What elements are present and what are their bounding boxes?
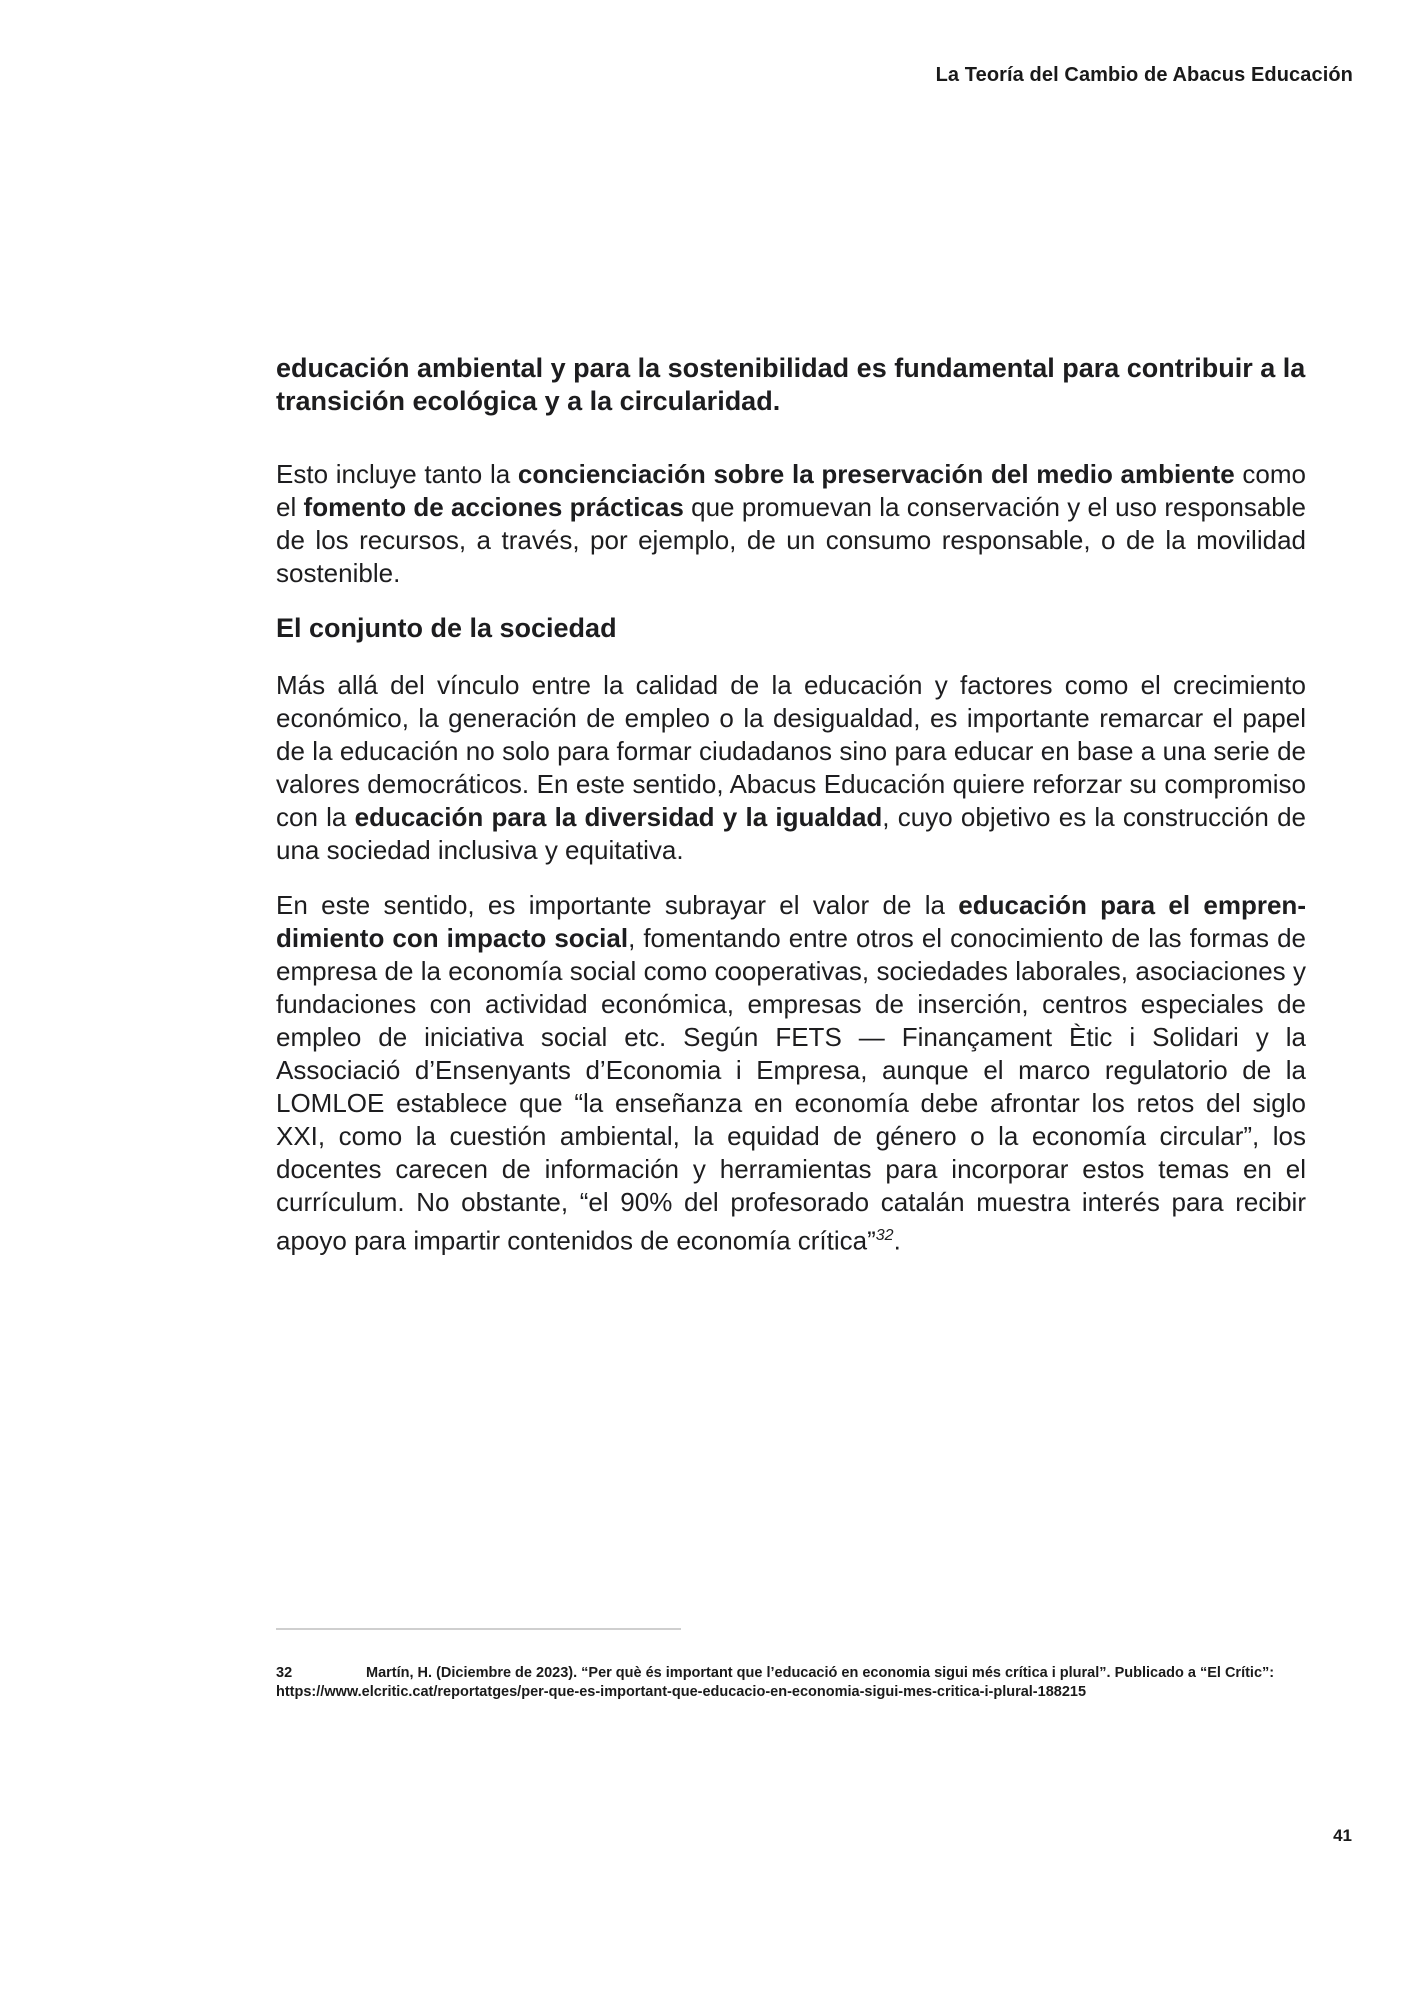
text-run: . [893, 1225, 901, 1256]
paragraph-entrepreneurship [276, 889, 1306, 1258]
footnote-number: 32 [276, 1665, 293, 1681]
text-run: como el [276, 459, 1306, 522]
section-heading: El conjunto de la sociedad [276, 613, 617, 643]
footnote-separator [276, 1628, 681, 1630]
bold-run: fomento de acciones prácticas [303, 492, 684, 522]
bold-run: educación para el emprendimiento con impacto social [276, 890, 1306, 953]
footnote-text: Martín, H. (Diciembre de 2023). “Per què és important que l’educació en economia sigui més crítica i plural”. Publicado a “El Crític”: https://www.elcritic.cat/reportatges/per-que-es-important-que-educacio-en-economia-sigui-mes-critica-i-plural-188215 [276, 1665, 1275, 1700]
text-run: , cuyo objetivo es la construcción de una sociedad inclusiva y equitativa. [276, 802, 1307, 865]
text-run: , fomentando entre otros el conocimiento de las formas de empresa de la economía social como cooperativas, sociedades laborales, asociaciones y fundaciones con actividad económica, empresas de inserción, centros especiales de empleo de iniciativa social etc. Según FETS — Finançament Ètic i Solidari y la Associació d’Ensenyants d’Economia i Empresa, aunque el marco regulatorio de la LOMLOE establece que “la enseñanza en economía debe afrontar los retos del siglo XXI, como la cuestión ambiental, la equidad de género o la economía circular”, los docentes carecen de información y herramientas para incorporar estos temas en el currículum. No obstante, “el 90% del profesorado catalán muestra interés para recibir apoyo para impartir contenidos de economía crítica” [276, 923, 1306, 1256]
footnote-reference: 32 [875, 1227, 894, 1244]
page-number: 41 [1333, 1826, 1352, 1845]
paragraph-environment [276, 458, 1306, 590]
text-run: Esto incluye tanto la [276, 459, 518, 489]
paragraph-society [276, 669, 1306, 867]
running-header: La Teoría del Cambio de Abacus Educación [935, 64, 1353, 86]
text-run: que promuevan la conservación y el uso responsable de los recursos, a través, por ejemplo, de un consumo responsable, o de la movilidad sostenible. [276, 492, 1306, 588]
bold-run: concienciación sobre la preservación del medio ambiente [517, 459, 1235, 489]
footnote [276, 1664, 1276, 1702]
main-content [276, 352, 1306, 1280]
intro-paragraph: educación ambiental y para la sostenibilidad es fundamental para contribuir a la transición ecológica y a la circularidad. [276, 353, 1306, 416]
text-run: En este sentido, es importante subrayar el valor de la [276, 890, 959, 920]
text-run: Más allá del vínculo entre la calidad de la educación y factores como el crecimiento económico, la generación de empleo o la desigualdad, es importante remarcar el papel de la educación no solo para formar ciudadanos sino para educar en base a una serie de valores democráticos. En este sentido, Abacus Educación quiere reforzar su compromiso con la [276, 670, 1306, 832]
bold-run: educación para la diversidad y la igualdad [354, 802, 883, 832]
